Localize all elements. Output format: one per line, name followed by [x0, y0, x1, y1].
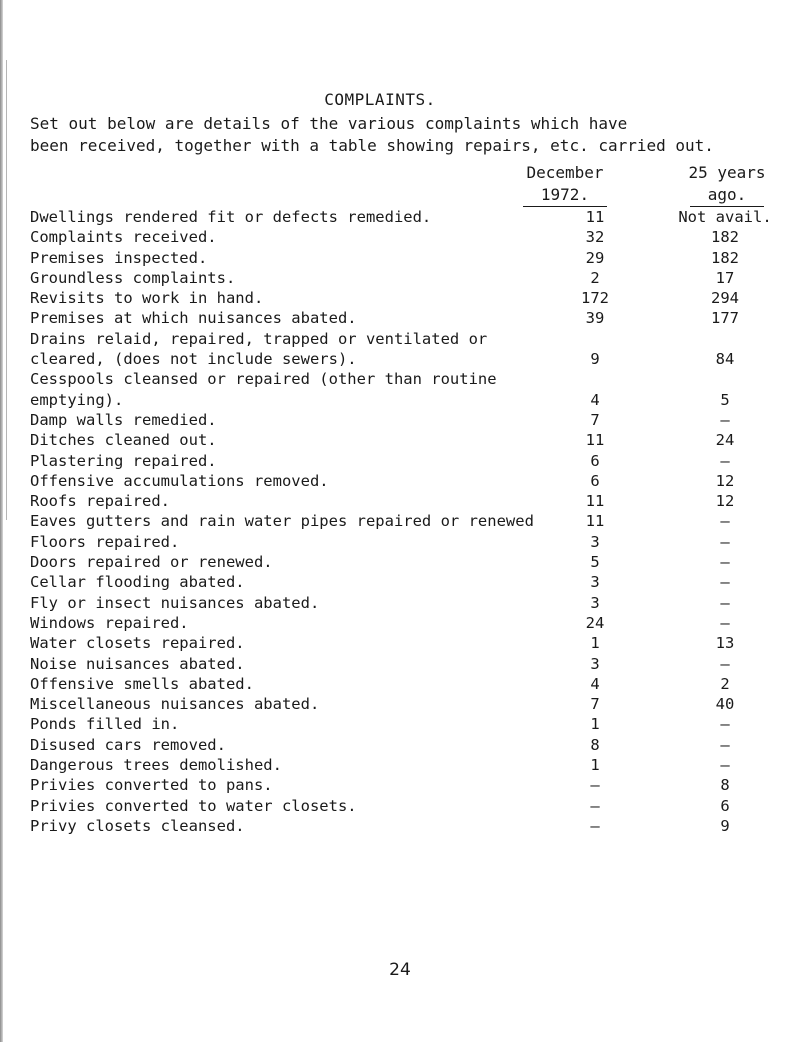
- table-row: [30, 451, 800, 471]
- value-december-1972: 3: [590, 573, 600, 592]
- value-december-1972: 2: [590, 268, 600, 287]
- table-row: [30, 755, 800, 775]
- value-december-1972: 7: [590, 410, 600, 429]
- table-row: [30, 714, 800, 734]
- value-december-1972: 9: [590, 350, 600, 369]
- table-row: [30, 613, 800, 633]
- complaints-table: [30, 207, 800, 836]
- table-row: [30, 410, 800, 430]
- table-row: [30, 207, 800, 227]
- row-label-line: Ponds filled in.: [30, 715, 180, 734]
- value-25-years-ago: 177: [711, 309, 739, 328]
- value-25-years-ago: –: [720, 553, 730, 572]
- table-row: [30, 369, 800, 410]
- value-25-years-ago: 13: [715, 634, 735, 653]
- value-25-years-ago: 40: [715, 695, 735, 714]
- table-row: [30, 593, 800, 613]
- row-label-line: Floors repaired.: [30, 532, 180, 551]
- value-25-years-ago: 182: [711, 228, 739, 247]
- row-label-line: Doors repaired or renewed.: [30, 553, 273, 572]
- value-25-years-ago: 9: [720, 816, 730, 835]
- value-december-1972: 1: [590, 634, 600, 653]
- row-label-line: Offensive accumulations removed.: [30, 471, 329, 490]
- row-label-line: Premises inspected.: [30, 248, 208, 267]
- row-label-line: Groundless complaints.: [30, 268, 236, 287]
- table-row: [30, 430, 800, 450]
- row-label-line: cleared, (does not include sewers).: [30, 350, 357, 369]
- row-label-line: Windows repaired.: [30, 613, 189, 632]
- value-25-years-ago: 2: [720, 674, 730, 693]
- table-row: [30, 532, 800, 552]
- value-25-years-ago: –: [720, 573, 730, 592]
- table-row: [30, 491, 800, 511]
- row-label-line: Complaints received.: [30, 228, 217, 247]
- value-25-years-ago: Not avail.: [678, 208, 772, 226]
- intro-paragraph: [30, 113, 800, 157]
- value-december-1972: 32: [585, 228, 605, 247]
- value-25-years-ago: 6: [720, 796, 730, 815]
- value-25-years-ago: 12: [715, 471, 735, 490]
- value-25-years-ago: –: [720, 735, 730, 754]
- row-label-line: Water closets repaired.: [30, 634, 245, 653]
- column-header-line-2: ago.: [690, 184, 765, 207]
- value-december-1972: 8: [590, 735, 600, 754]
- table-row: [30, 796, 800, 816]
- intro-line-2: been received, together with a table showing repairs, etc. carried out.: [30, 136, 714, 155]
- row-label-line: Disused cars removed.: [30, 735, 226, 754]
- row-label-line: Privy closets cleansed.: [30, 816, 245, 835]
- table-row: [30, 775, 800, 795]
- row-label-line: Miscellaneous nuisances abated.: [30, 695, 320, 714]
- column-header-line-1: 25 years: [688, 163, 766, 182]
- table-row: [30, 471, 800, 491]
- row-label-line: Drains relaid, repaired, trapped or ventilated or: [30, 329, 488, 348]
- row-label-line: Dwellings rendered fit or defects remedied.: [30, 208, 432, 226]
- value-25-years-ago: 84: [715, 350, 735, 369]
- table-row: [30, 633, 800, 653]
- value-december-1972: 1: [590, 756, 600, 775]
- value-december-1972: –: [590, 776, 600, 795]
- row-label-line: Roofs repaired.: [30, 492, 170, 511]
- value-25-years-ago: 182: [711, 248, 739, 267]
- table-row: [30, 227, 800, 247]
- value-25-years-ago: 8: [720, 776, 730, 795]
- row-label-line: Revisits to work in hand.: [30, 289, 264, 308]
- row-label-line: Dangerous trees demolished.: [30, 756, 282, 775]
- row-label-line: Premises at which nuisances abated.: [30, 309, 357, 328]
- value-25-years-ago: –: [720, 593, 730, 612]
- value-december-1972: 6: [590, 451, 600, 470]
- page-edge-line: [6, 60, 7, 520]
- row-label-line: Cellar flooding abated.: [30, 573, 245, 592]
- value-december-1972: –: [590, 796, 600, 815]
- value-25-years-ago: –: [720, 756, 730, 775]
- page-number: 24: [389, 960, 411, 980]
- row-label-line: Noise nuisances abated.: [30, 654, 245, 673]
- value-december-1972: 39: [585, 309, 605, 328]
- value-december-1972: 172: [581, 289, 609, 308]
- row-label-line: Fly or insect nuisances abated.: [30, 593, 320, 612]
- column-header-25-years-ago: [652, 162, 800, 207]
- value-25-years-ago: 12: [715, 492, 735, 511]
- page-title: COMPLAINTS.: [324, 90, 436, 109]
- row-label-line: Privies converted to pans.: [30, 776, 273, 795]
- table-row: [30, 572, 800, 592]
- value-25-years-ago: –: [720, 451, 730, 470]
- value-25-years-ago: –: [720, 715, 730, 734]
- table-row: [30, 735, 800, 755]
- value-december-1972: 4: [590, 390, 600, 409]
- table-row: [30, 552, 800, 572]
- row-label-line: Privies converted to water closets.: [30, 796, 357, 815]
- value-december-1972: –: [590, 816, 600, 835]
- column-header-line-2: 1972.: [523, 184, 607, 207]
- value-25-years-ago: –: [720, 613, 730, 632]
- value-25-years-ago: 24: [715, 431, 735, 450]
- value-25-years-ago: –: [720, 512, 730, 531]
- value-25-years-ago: 5: [720, 390, 730, 409]
- table-row: [30, 511, 800, 531]
- intro-line-1: Set out below are details of the various complaints which have: [30, 114, 628, 133]
- row-label-line: emptying).: [30, 390, 124, 409]
- value-25-years-ago: 17: [715, 268, 735, 287]
- value-december-1972: 1: [590, 715, 600, 734]
- value-december-1972: 4: [590, 674, 600, 693]
- row-label-line: Cesspools cleansed or repaired (other than routine: [30, 370, 497, 389]
- column-header-december-1972: [500, 162, 630, 207]
- table-row: [30, 248, 800, 268]
- page-edge-shadow: [0, 0, 3, 1042]
- value-25-years-ago: –: [720, 410, 730, 429]
- value-december-1972: 29: [585, 248, 605, 267]
- table-row: [30, 694, 800, 714]
- column-header-line-1: December: [526, 163, 604, 182]
- table-row: [30, 816, 800, 836]
- value-december-1972: 11: [585, 492, 605, 511]
- table-row: [30, 308, 800, 328]
- value-december-1972: 11: [585, 431, 605, 450]
- value-25-years-ago: 294: [711, 289, 739, 308]
- row-label-line: Damp walls remedied.: [30, 410, 217, 429]
- table-row: [30, 268, 800, 288]
- table-row: [30, 329, 800, 370]
- table-row: [30, 674, 800, 694]
- row-label-line: Ditches cleaned out.: [30, 431, 217, 450]
- value-december-1972: 3: [590, 532, 600, 551]
- value-25-years-ago: –: [720, 654, 730, 673]
- row-label-line: Eaves gutters and rain water pipes repaired or renewed: [30, 512, 534, 531]
- table-row: [30, 288, 800, 308]
- value-december-1972: 11: [585, 208, 605, 226]
- value-december-1972: 3: [590, 593, 600, 612]
- value-december-1972: 3: [590, 654, 600, 673]
- value-december-1972: 6: [590, 471, 600, 490]
- table-row: [30, 654, 800, 674]
- value-december-1972: 5: [590, 553, 600, 572]
- row-label-line: Offensive smells abated.: [30, 674, 254, 693]
- row-label-line: Plastering repaired.: [30, 451, 217, 470]
- value-25-years-ago: –: [720, 532, 730, 551]
- value-december-1972: 24: [585, 613, 605, 632]
- value-december-1972: 7: [590, 695, 600, 714]
- value-december-1972: 11: [585, 512, 605, 531]
